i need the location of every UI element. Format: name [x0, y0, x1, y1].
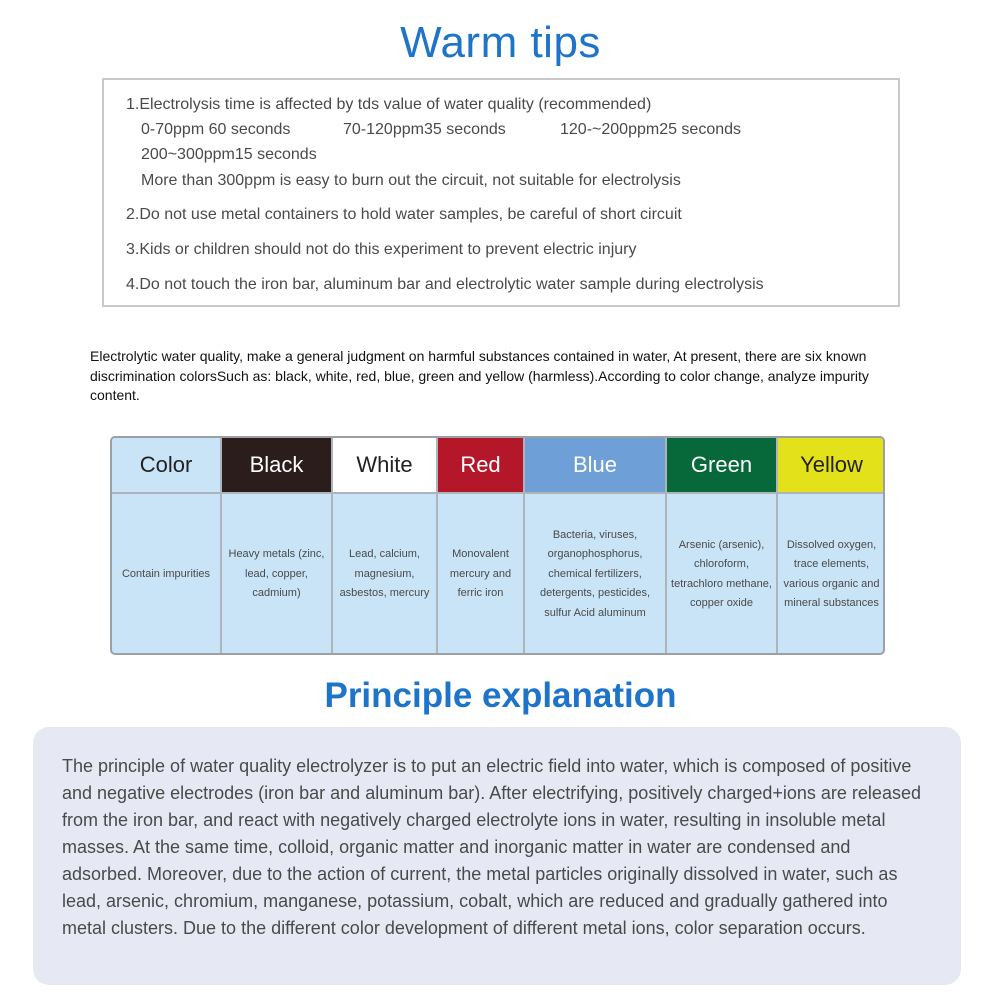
- color-column-blue: [525, 438, 667, 655]
- tip-2: 2.Do not use metal containers to hold water samples, be careful of short circuit: [126, 206, 682, 223]
- column-body: Bacteria, viruses, organophosphorus, chemical fertilizers, detergents, pesticides, sulfur Acid aluminum: [539, 528, 651, 619]
- column-header: Green: [667, 438, 776, 494]
- ppm-range-4: 200~300ppm15 seconds: [141, 146, 317, 163]
- column-header: Color: [112, 438, 220, 494]
- column-header: White: [333, 438, 436, 494]
- column-body: Lead, calcium, magnesium, asbestos, mercury: [339, 548, 430, 600]
- column-body: Contain impurities: [121, 567, 211, 580]
- column-body: Dissolved oxygen, trace elements, various organic and mineral substances: [783, 538, 880, 609]
- ppm-range-1: 0-70ppm 60 seconds: [141, 121, 291, 138]
- column-body: Heavy metals (zinc, lead, copper, cadmium): [228, 548, 325, 600]
- tip-3: 3.Kids or children should not do this experiment to prevent electric injury: [126, 241, 637, 258]
- column-header: Blue: [525, 438, 665, 494]
- color-column-label: [112, 438, 222, 655]
- tip-4: 4.Do not touch the iron bar, aluminum bar and electrolytic water sample during electrolysis: [126, 276, 764, 293]
- color-column-white: [333, 438, 438, 655]
- column-body: Arsenic (arsenic), chloroform, tetrachloro methane, copper oxide: [671, 538, 772, 609]
- column-header: Yellow: [778, 438, 885, 494]
- warm-tips-title: Warm tips: [400, 18, 601, 67]
- color-column-green: [667, 438, 778, 655]
- column-body: Monovalent mercury and ferric iron: [449, 548, 512, 600]
- warm-tips-box: [102, 78, 900, 307]
- intro-paragraph: Electrolytic water quality, make a general judgment on harmful substances contained in water, At present, there are six known discrimination colorsSuch as: black, white, red, blue, green and yellow (harmless).According to color change, analyze impurity content.: [90, 348, 869, 403]
- principle-title: Principle explanation: [324, 676, 677, 715]
- principle-box: [33, 727, 961, 985]
- principle-text: The principle of water quality electrolyzer is to put an electric field into water, which is composed of positive and negative electrodes (iron bar and aluminum bar). After electrifying, positively charged+ions are released from the iron bar, and react with negatively charged electrolyte ions in water, resulting in insoluble metal masses. At the same time, colloid, organic matter and inorganic matter in water are condensed and adsorbed. Moreover, due to the action of current, the metal particles originally dissolved in water, such as lead, arsenic, chromium, manganese, potassium, cobalt, which are reduced and gradually gathered into metal clusters. Due to the different color development of different metal ions, color separation occurs.: [62, 756, 921, 938]
- tip-1: 1.Electrolysis time is affected by tds value of water quality (recommended): [126, 96, 652, 113]
- ppm-range-2: 70-120ppm35 seconds: [343, 121, 506, 138]
- column-header: Red: [438, 438, 523, 494]
- ppm-range-3: 120-~200ppm25 seconds: [560, 121, 742, 138]
- color-table: [110, 436, 885, 655]
- color-column-black: [222, 438, 333, 655]
- column-header: Black: [222, 438, 331, 494]
- color-column-yellow: [778, 438, 885, 655]
- color-column-red: [438, 438, 525, 655]
- tip-1-warning: More than 300ppm is easy to burn out the circuit, not suitable for electrolysis: [141, 172, 681, 189]
